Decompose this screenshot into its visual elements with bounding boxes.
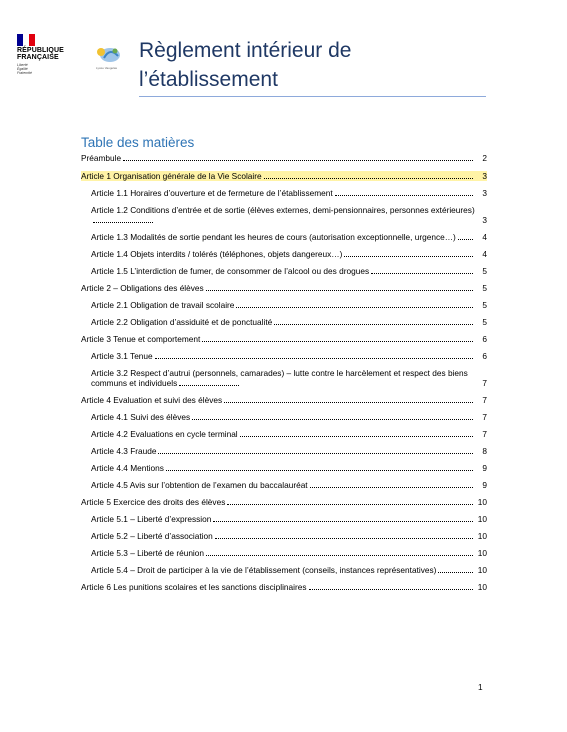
republique-francaise-label: RÉPUBLIQUE FRANÇAISE [17,47,64,61]
toc-entry-label: Article 4.1 Suivi des élèves [91,412,191,422]
toc-leader-dots [227,504,473,505]
toc-entry-label: Article 4.5 Avis sur l’obtention de l’examen du baccalauréat [91,480,308,490]
toc-entry-page: 7 [482,395,487,405]
toc-entry-page: 5 [482,300,487,310]
toc-entry[interactable] [81,188,487,198]
toc-leader-dots [213,521,473,522]
toc-entry-page: 4 [482,232,487,242]
school-logo-text: Lycée Vaugelas [96,66,118,70]
toc-leader-dots [309,589,473,590]
toc-entry-label: Article 2 – Obligations des élèves [81,283,204,293]
toc-entry-page: 7 [482,378,487,388]
toc-entry-page: 7 [482,429,487,439]
toc-entry[interactable] [81,205,487,225]
toc-entry-page: 7 [482,412,487,422]
toc-entry-label: Article 1.5 L’interdiction de fumer, de consommer de l’alcool ou des drogues [91,266,370,276]
toc-entry-label: Article 2.2 Obligation d’assiduité et de ponctualité [91,317,273,327]
toc-entry-label: Article 2.1 Obligation de travail scolaire [91,300,235,310]
toc-leader-dots [371,273,473,274]
toc-entry[interactable] [81,334,487,344]
page-number: 1 [478,682,483,692]
toc-leader-dots [202,341,473,342]
toc-entry-page: 10 [477,565,487,575]
toc-leader-dots [206,290,473,291]
toc-leader-dots [192,419,473,420]
toc-leader-dots [335,195,473,196]
toc-entry-page: 9 [482,463,487,473]
toc-entry-label: Article 4.2 Evaluations en cycle terminal [91,429,238,439]
toc-entry-label: Article 3 Tenue et comportement [81,334,201,344]
toc-entry[interactable] [81,368,487,388]
toc-entry[interactable] [81,351,487,361]
toc-entry-label: Article 1.4 Objets interdits / tolérés (téléphones, objets dangereux…) [91,249,343,259]
toc-entry[interactable] [81,171,487,181]
toc-entry[interactable] [81,531,487,541]
toc-entry-label: Article 4.4 Mentions [91,463,164,473]
toc-entry-label: Article 5.1 – Liberté d’expression [91,514,212,524]
toc-entry[interactable] [81,153,487,163]
toc-entry[interactable] [81,480,487,490]
toc-entry-label: Article 3.2 Respect d’autrui (personnels, camarades) – lutte contre le harcèlement et respect des biens communs et individuels [91,368,468,388]
toc-leader-dots [206,555,473,556]
toc-entry[interactable] [81,565,487,575]
toc-entry[interactable] [81,412,487,422]
toc-entry-page: 10 [477,497,487,507]
toc-entry-page: 3 [482,215,487,225]
toc-leader-dots [215,538,473,539]
toc-leader-dots [158,453,473,454]
toc-entry-label: Article 5 Exercice des droits des élèves [81,497,226,507]
toc-entry[interactable] [81,429,487,439]
toc-leader-dots [166,470,473,471]
document-title: Règlement intérieur de l’établissement [139,39,352,91]
toc-entry-page: 6 [482,351,487,361]
toc-leader-dots [264,178,473,179]
toc-entry-label: Article 5.3 – Liberté de réunion [91,548,205,558]
toc-entry-label: Article 5.2 – Liberté d’association [91,531,213,541]
toc-entry-page: 3 [482,171,487,181]
toc-entry[interactable] [81,497,487,507]
toc-entry[interactable] [81,283,487,293]
toc-entry-page: 10 [477,582,487,592]
toc-entry[interactable] [81,317,487,327]
toc-leader-dots [224,402,473,403]
toc-leader-dots [438,572,473,573]
toc-entry[interactable] [81,249,487,259]
toc-leader-dots [458,239,473,240]
toc-leader-dots [310,487,473,488]
republic-motto: Liberté Égalité Fraternité [17,63,32,75]
table-of-contents [81,153,487,592]
toc-entry-label: Article 1.1 Horaires d’ouverture et de fermeture de l’établissement [91,188,333,198]
toc-entry-label: Article 6 Les punitions scolaires et les sanctions disciplinaires [81,582,307,592]
toc-entry-page: 5 [482,266,487,276]
toc-leader-dots [344,256,473,257]
toc-entry-page: 10 [477,531,487,541]
toc-entry-page: 2 [482,153,487,163]
toc-entry-page: 4 [482,249,487,259]
toc-entry[interactable] [81,232,487,242]
toc-entry-page: 5 [482,317,487,327]
toc-entry[interactable] [81,446,487,456]
toc-leader-dots [123,160,473,161]
toc-entry-label: Article 3.1 Tenue [91,351,153,361]
toc-leader-dots [93,222,153,223]
toc-leader-dots [155,358,473,359]
french-flag-icon [17,34,35,46]
toc-entry-label: Article 5.4 – Droit de participer à la vie de l’établissement (conseils, instances représentatives) [91,565,437,575]
toc-entry[interactable] [81,266,487,276]
toc-entry-page: 3 [482,188,487,198]
toc-entry-label: Article 1.2 Conditions d’entrée et de sortie (élèves externes, demi-pensionnaires, personnes extérieures) [91,205,475,215]
toc-entry-label: Préambule [81,153,122,163]
toc-leader-dots [240,436,473,437]
toc-entry[interactable] [81,548,487,558]
title-underline [139,96,486,97]
toc-entry-page: 5 [482,283,487,293]
toc-heading: Table des matières [81,135,195,150]
toc-entry-label: Article 4 Evaluation et suivi des élèves [81,395,223,405]
toc-entry[interactable] [81,463,487,473]
toc-entry-label: Article 1.3 Modalités de sortie pendant les heures de cours (autorisation exceptionnelle, urgence…) [91,232,456,242]
toc-entry-label: Article 4.3 Fraude [91,446,157,456]
toc-entry[interactable] [81,395,487,405]
toc-entry-page: 10 [477,514,487,524]
toc-entry-page: 6 [482,334,487,344]
toc-entry[interactable] [81,514,487,524]
toc-leader-dots [274,324,473,325]
toc-entry[interactable] [81,300,487,310]
toc-entry[interactable] [81,582,487,592]
toc-entry-page: 8 [482,446,487,456]
toc-leader-dots [236,307,473,308]
toc-entry-page: 10 [477,548,487,558]
toc-entry-label: Article 1 Organisation générale de la Vie Scolaire [81,171,262,181]
toc-entry-page: 9 [482,480,487,490]
toc-leader-dots [179,385,239,386]
